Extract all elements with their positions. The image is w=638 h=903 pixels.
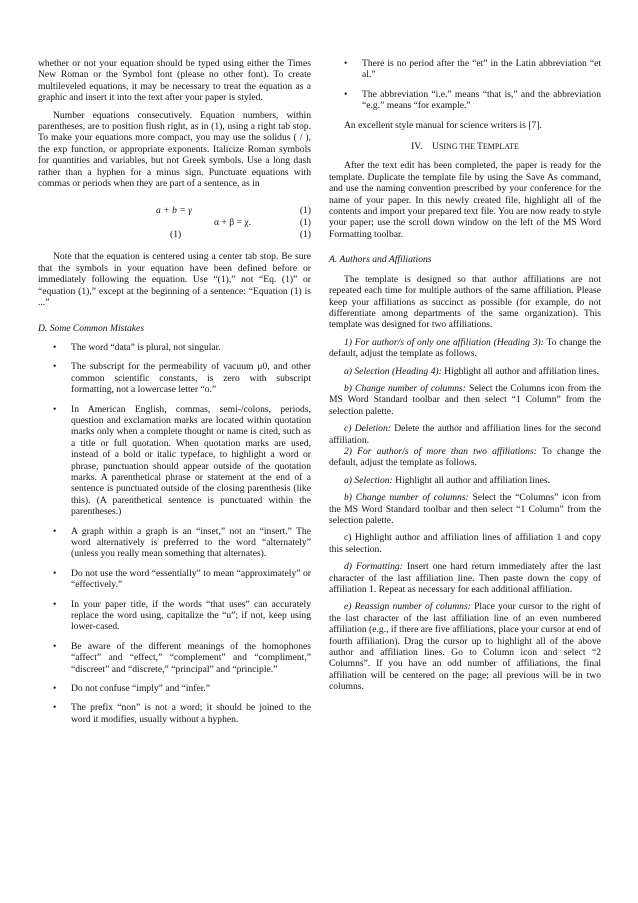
paragraph-text: Insert one hard return immediately after the last character of the last affiliation line. Then paste down the copy of affiliation 1. Repeat as necessary for each additional affiliation. (329, 561, 602, 596)
list-item-text: Be aware of the different meanings of the homophones “affect” and “effect,” “complement” and “compliment,” “discreet” and “discrete,” “principal” and “principle.” (71, 640, 311, 675)
paragraph (329, 383, 601, 417)
bullet-icon: • (53, 640, 57, 652)
heading-4: a) Selection: (344, 474, 393, 486)
paragraph-text: Place your cursor to the right of the last character of the last affiliation line of an even numbered affiliation (e.g., if there are five affiliations, place your cursor at end of fourth affiliation). Drag the cursor up to highlight all of the above author and affiliation lines. Go to Column icon and select “2 Columns”. If you have an odd number of affiliations, the final affiliation will be centered on the page; all previous will be in two columns. (329, 601, 601, 693)
paragraph (329, 366, 601, 377)
list-item (38, 599, 311, 633)
bullet-icon: • (53, 361, 57, 373)
list-item (38, 361, 311, 395)
equation-number: (1) (170, 229, 182, 241)
list-item (38, 404, 311, 518)
list-item-text: Do not use the word “essentially” to mean “approximately” or “effectively.” (71, 567, 311, 591)
paragraph-text: Highlight all author and affiliation lines. (392, 474, 551, 486)
bullet-icon: • (344, 88, 348, 100)
list-item (329, 89, 601, 112)
section-heading (329, 141, 601, 152)
section-title-initial: U (432, 141, 439, 153)
bullet-icon: • (53, 341, 57, 353)
section-title-smallcaps: EMPLATE (482, 142, 519, 152)
paragraph (329, 423, 601, 446)
heading-4: d) Formatting: (344, 561, 403, 573)
heading-4: e) Reassign number of columns: (344, 601, 471, 613)
list-item (38, 526, 311, 560)
paragraph (329, 601, 601, 692)
equation: α + β = χ. (214, 217, 251, 229)
bullet-icon: • (53, 683, 57, 695)
heading-4: a) Selection (Heading 4): (344, 365, 442, 377)
list-item-text: The abbreviation “i.e.” means “that is,” and the abbreviation “e.g.” means “for example.” (362, 88, 601, 112)
paragraph: Number equations consecutively. Equation numbers, within parentheses, are to position flush right, as in (1), using a right tab stop. To make your equations more compact, you may use the solidus ( / ), the exp function, or appropriate exponents. Italicize Roman symbols for quantities and variables, but not Greek symbols. Use a long dash rather than a hyphen for a minus sign. Punctuate equations with commas or periods when they are part of a sentence, as in (38, 109, 311, 190)
bullet-icon: • (344, 58, 348, 69)
list-item (38, 342, 311, 353)
list-item-text: Do not confuse “imply” and “infer.” (71, 683, 211, 695)
subsection-heading: D. Some Common Mistakes (38, 322, 145, 334)
heading-4: b) Change number of columns: (344, 492, 469, 504)
paragraph: Note that the equation is centered using a center tab stop. Be sure that the symbols in your equation have been defined before or immediately following the equation. Use “(1),” not “Eq. (1)” or “equation (1),” except at the beginning of a sentence: “Equation (1) is ...” (38, 251, 311, 309)
list-item-text: In your paper title, if the words “that uses” can accurately replace the word using, capitalize the “u”; if not, keep using lower-cased. (71, 598, 311, 633)
heading-3: 1) For author/s of only one affiliation (Heading 3): (344, 336, 544, 348)
list-item-text: There is no period after the “et” in the Latin abbreviation “et al.” (362, 58, 601, 81)
paragraph (329, 492, 601, 526)
list-item (329, 58, 601, 81)
equation-number: (1) (299, 229, 311, 241)
paragraph (329, 446, 601, 469)
paragraph: c) Highlight author and affiliation lines of affiliation 1 and copy this selection. (329, 532, 601, 555)
section-title-smallcaps: SING THE (438, 142, 478, 152)
bullet-icon: • (53, 403, 57, 415)
heading-3: 2) For author/s of more than two affiliations: (344, 445, 537, 457)
equation-line (38, 217, 311, 229)
paragraph-text: To change the default, adjust the template as follows. (329, 445, 601, 469)
bullet-icon: • (53, 525, 57, 537)
equation-line (38, 205, 311, 217)
bullet-icon: • (53, 567, 57, 579)
heading-4: b) Change number of columns: (344, 382, 466, 394)
paragraph: An excellent style manual for science writers is [7]. (344, 119, 542, 131)
equation: a + b = γ (156, 205, 192, 217)
right-column (329, 58, 601, 693)
bullet-icon: • (53, 598, 57, 610)
subsection-heading: A. Authors and Affiliations (329, 254, 432, 266)
list-item (38, 641, 311, 675)
paragraph-text: Delete the author and affiliation lines for the second affiliation. (329, 423, 601, 446)
equation-line (38, 229, 311, 241)
paragraph-text: To change the default, adjust the template as follows. (329, 336, 601, 360)
paragraph: After the text edit has been completed, the paper is ready for the template. Duplicate the template file by using the Save As command, and use the naming convention prescribed by your conference for the name of your paper. In this newly created file, highlight all of the contents and import your prepared text file. You are now ready to style your paper; use the scroll down window on the left of the MS Word Formatting toolbar. (329, 160, 601, 240)
paragraph (329, 561, 601, 595)
paragraph-text: Select the Columns icon from the MS Word Standard toolbar and then select “1 Column” from the selection palette. (329, 382, 602, 417)
list-item-text: The prefix “non” is not a word; it should be joined to the word it modifies, usually without a hyphen. (71, 702, 311, 725)
list-item-text: The subscript for the permeability of vacuum μ0, and other common scientific constants, is zero with subscript formatting, not a lowercase letter “o.” (71, 361, 311, 396)
paragraph-text: Select the “Columns” icon from the MS Word Standard toolbar and then select “1 Column” from the selection palette. (329, 492, 601, 526)
list-item-text: In American English, commas, semi-/colons, periods, question and exclamation marks are located within quotation marks only when a complete thought or name is cited, such as a title or full quotation. When quotation marks are used, instead of a bold or italic typeface, to highlight a word or phrase, punctuation should appear outside of the quotation marks. A parenthetical phrase or statement at the end of a sentence is punctuated outside of the closing parenthesis (like this). (A parenthetical sentence is punctuated within the parentheses.) (71, 403, 311, 518)
equation-number: (1) (299, 205, 311, 217)
list-item-text: The word “data” is plural, not singular. (71, 341, 221, 353)
heading-4: c) Deletion: (344, 423, 391, 435)
section-number: IV. (411, 141, 423, 153)
bullet-icon: • (53, 702, 57, 714)
list-item (38, 702, 311, 725)
left-column (38, 58, 311, 733)
paragraph: The template is designed so that author affiliations are not repeated each time for multiple authors of the same affiliation. Please keep your affiliations as succinct as possible (for example, do not differentiate among departments of the same organization). This template was designed for two affiliations. (329, 273, 601, 331)
section-title-initial: T (477, 141, 483, 153)
list-item-text: A graph within a graph is an “inset,” not an “insert.” The word alternatively is preferred to the word “alternately” (unless you really mean something that alternates). (71, 525, 311, 560)
list-item (38, 683, 311, 694)
paragraph (329, 337, 601, 360)
equation-number: (1) (299, 217, 311, 229)
list-item (38, 568, 311, 591)
paragraph: whether or not your equation should be typed using either the Times New Roman or the Symbol font (please no other font). To create multileveled equations, it may be necessary to treat the equation as a graphic and insert it into the text after your paper is styled. (38, 58, 311, 104)
paragraph-text: Highlight all author and affiliation lines. (441, 365, 600, 377)
paragraph (329, 475, 601, 486)
